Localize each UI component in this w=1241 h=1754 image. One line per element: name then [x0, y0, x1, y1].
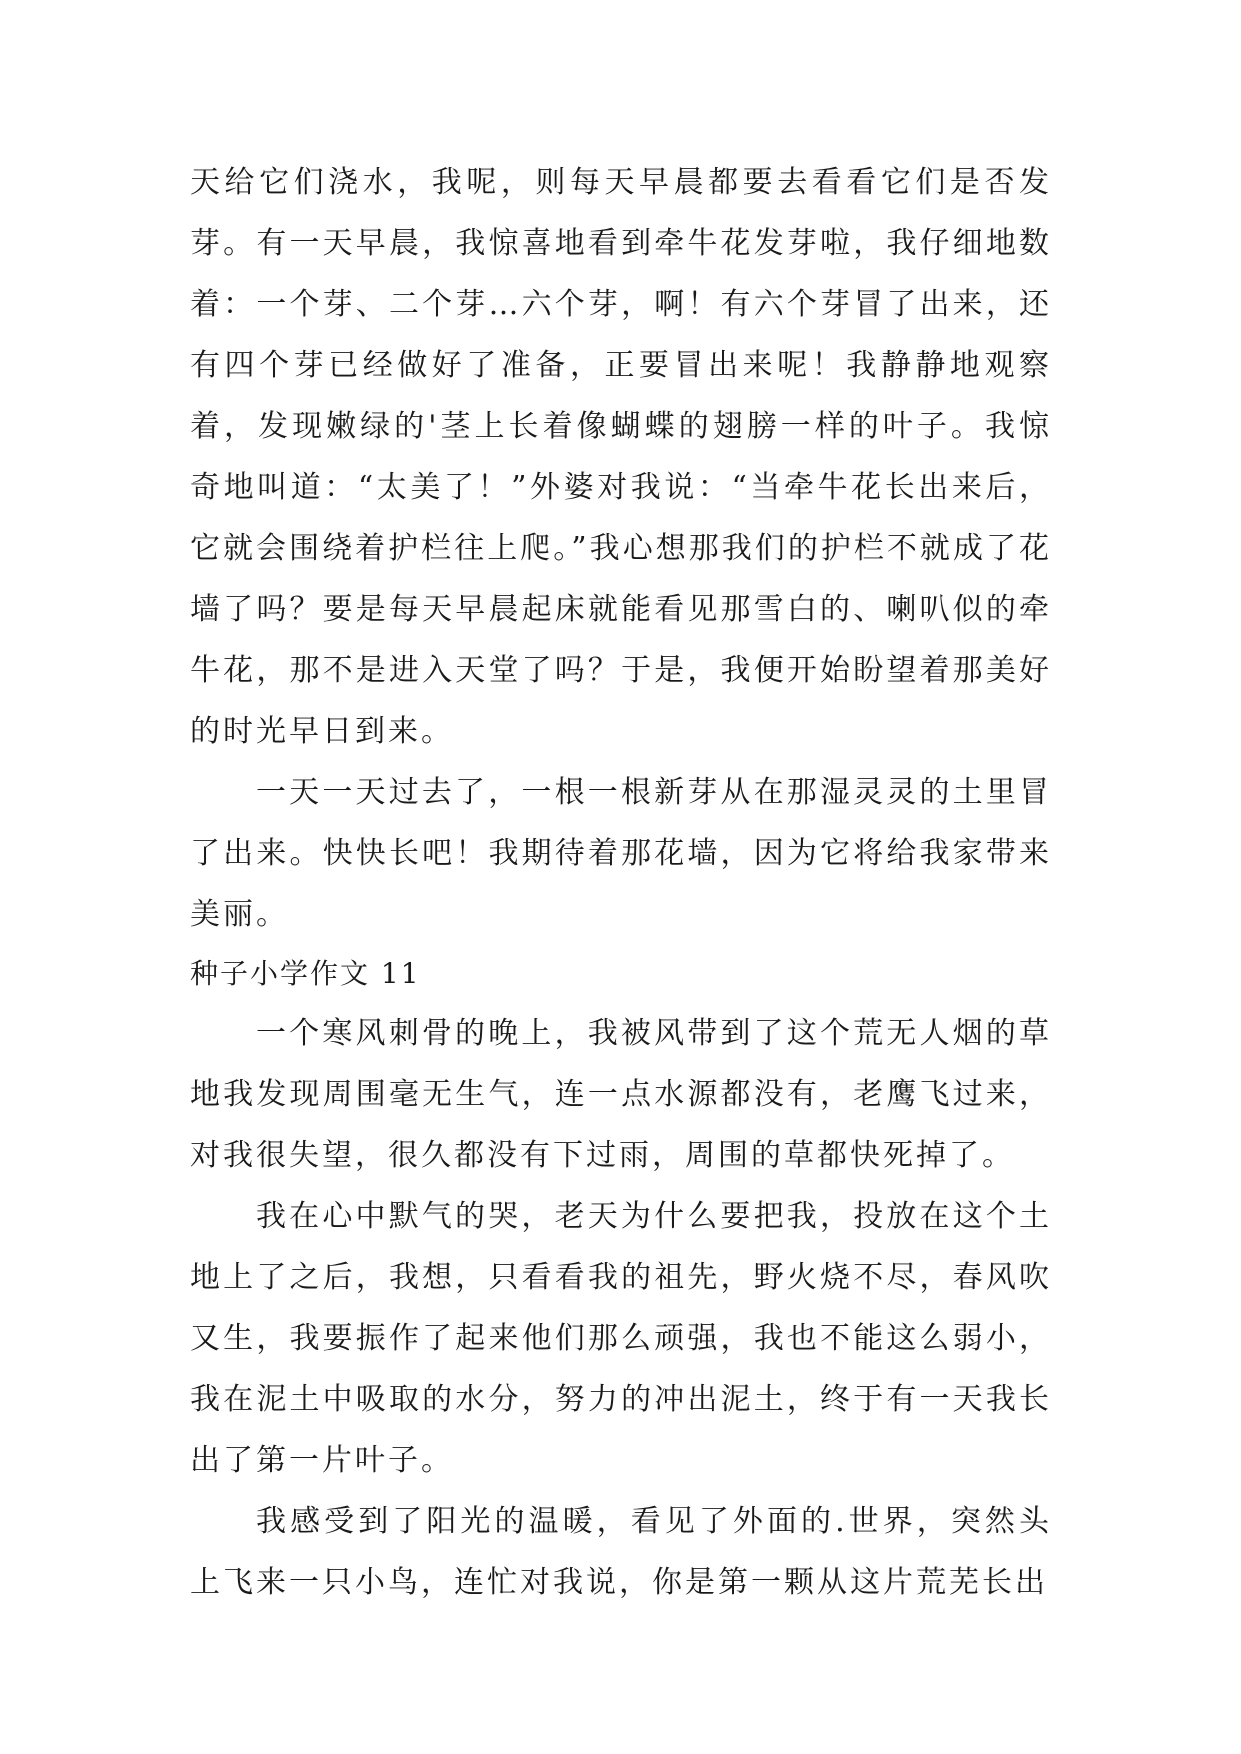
- paragraph-cold-night: 一个寒风刺骨的晚上，我被风带到了这个荒无人烟的草地我发现周围毫无生气，连一点水源都没有，老鹰飞过来，对我很失望，很久都没有下过雨，周围的草都快死掉了。: [190, 1016, 1052, 1173]
- essay-title: 种子小学作文 11: [190, 957, 421, 990]
- paragraph-sunlight-bird: 我感受到了阳光的温暖，看见了外面的.世界，突然头上飞来一只小鸟，连忙对我说，你是第一颗从这片荒芜长出: [190, 1504, 1052, 1600]
- paragraph-new-shoots: 一天一天过去了，一根一根新芽从在那湿灵灵的土里冒了出来。快快长吧！我期待着那花墙，因为它将给我家带来美丽。: [190, 775, 1052, 932]
- paragraph-first-leaf: 我在心中默气的哭，老天为什么要把我，投放在这个土地上了之后，我想，只看看我的祖先，野火烧不尽，春风吹又生，我要振作了起来他们那么顽强，我也不能这么弱小，我在泥土中吸取的水分，努力的冲出泥土，终于有一天我长出了第一片叶子。: [190, 1199, 1052, 1478]
- paragraph-morning-glory-sprouting: 天给它们浇水，我呢，则每天早晨都要去看看它们是否发芽。有一天早晨，我惊喜地看到牵牛花发芽啦，我仔细地数着：一个芽、二个芽…六个芽，啊！有六个芽冒了出来，还有四个芽已经做好了准备，正要冒出来呢！我静静地观察着，发现嫩绿的'茎上长着像蝴蝶的翅膀一样的叶子。我惊奇地叫道：“太美了！”外婆对我说：“当牵牛花长出来后，它就会围绕着护栏往上爬。”我心想那我们的护栏不就成了花墙了吗？要是每天早晨起床就能看见那雪白的、喇叭似的牵牛花，那不是进入天堂了吗？于是，我便开始盼望着那美好的时光早日到来。: [190, 165, 1052, 749]
- document-page: [190, 152, 1052, 1613]
